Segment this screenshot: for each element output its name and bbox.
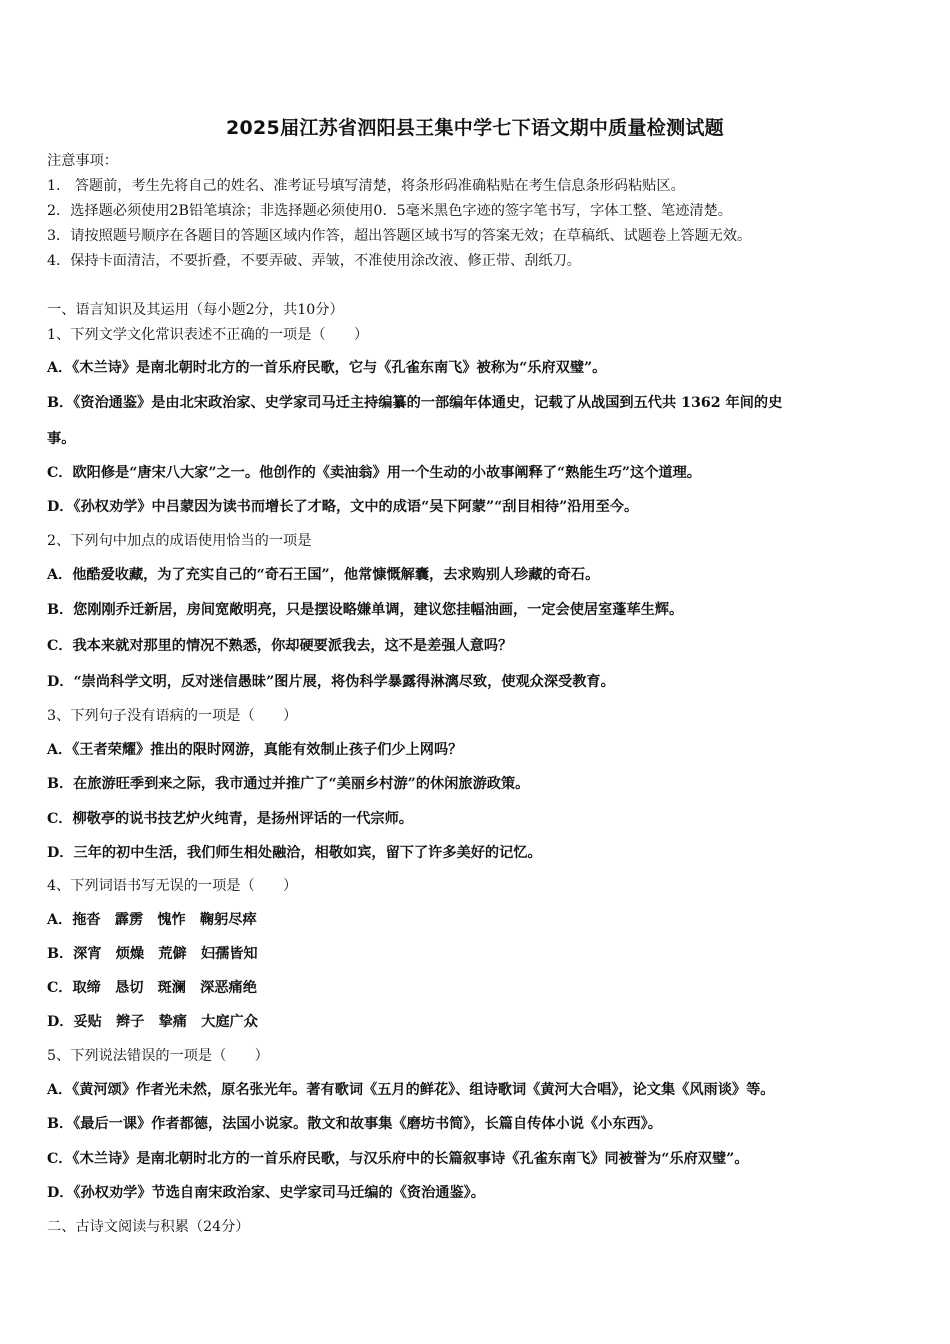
- q2-option-a: A．他酷爱收藏，为了充实自己的“奇石王国”，他常慷慨解囊，去求购别人珍藏的奇石。: [47, 567, 600, 583]
- q3-option-d: D．三年的初中生活，我们师生相处融洽，相敬如宾，留下了许多美好的记忆。: [47, 845, 542, 861]
- q2-option-c: C．我本来就对那里的情况不熟悉，你却硬要派我去，这不是差强人意吗？: [47, 638, 513, 654]
- notice-item-4: 4．保持卡面清洁，不要折叠，不要弄破、弄皱，不准使用涂改液、修正带、刮纸刀。: [47, 253, 581, 269]
- notice-heading: 注意事项：: [47, 153, 118, 169]
- notice-item-3: 3．请按照题号顺序在各题目的答题区域内作答，超出答题区域书写的答案无效；在草稿纸、试题卷上答题无效。: [47, 228, 752, 244]
- section-1-heading: 一、语言知识及其运用（每小题2分，共10分）: [47, 302, 344, 318]
- q5-option-c: C．《木兰诗》是南北朝时北方的一首乐府民歌，与汉乐府中的长篇叙事诗《孔雀东南飞》同被誉为“乐府双璧”。: [47, 1151, 749, 1167]
- q1-option-b: B．《资治通鉴》是由北宋政治家、史学家司马迁主持编纂的一部编年体通史，记载了从战国到五代共 1362 年间的史: [47, 395, 783, 411]
- q3-option-b: B．在旅游旺季到来之际，我市通过并推广了“美丽乡村游”的休闲旅游政策。: [47, 776, 530, 792]
- q3-stem: 3、下列句子没有语病的一项是（ ）: [47, 708, 298, 724]
- q4-option-a: A．拖沓 霹雳 愧怍 鞠躬尽瘁: [47, 912, 257, 928]
- q1-option-c: C．欧阳修是“唐宋八大家”之一。他创作的《卖油翁》用一个生动的小故事阐释了“熟能生巧”这个道理。: [47, 465, 701, 481]
- notice-item-2: 2．选择题必须使用2B铅笔填涂；非选择题必须使用0．5毫米黑色字迹的签字笔书写，字体工整、笔迹清楚。: [47, 203, 732, 219]
- q5-stem: 5、下列说法错误的一项是（ ）: [47, 1048, 269, 1064]
- q4-option-d: D．妥贴 辫子 挚痛 大庭广众: [47, 1014, 258, 1030]
- q4-stem: 4、下列词语书写无误的一项是（ ）: [47, 878, 298, 894]
- q2-stem: 2、下列句中加点的成语使用恰当的一项是: [47, 533, 312, 549]
- q4-option-c: C．取缔 恳切 斑澜 深恶痛绝: [47, 980, 257, 996]
- q5-option-d: D．《孙权劝学》节选自南宋政治家、史学家司马迁编的《资治通鉴》。: [47, 1185, 485, 1201]
- section-2-heading: 二、古诗文阅读与积累（24分）: [47, 1219, 250, 1235]
- q1-option-d: D．《孙权劝学》中吕蒙因为读书而增长了才略，文中的成语“吴下阿蒙”“刮目相待”沿用至今。: [47, 499, 639, 515]
- page-title: 2025届江苏省泗阳县王集中学七下语文期中质量检测试题: [226, 117, 724, 139]
- q1-option-b-cont: 事。: [47, 431, 76, 447]
- q1-option-a: A．《木兰诗》是南北朝时北方的一首乐府民歌，它与《孔雀东南飞》被称为“乐府双璧”。: [47, 360, 607, 376]
- q5-option-b: B．《最后一课》作者都德，法国小说家。散文和故事集《磨坊书简》，长篇自传体小说《小东西》。: [47, 1116, 662, 1132]
- q2-option-d: D．“崇尚科学文明，反对迷信愚昧”图片展，将伪科学暴露得淋漓尽致，使观众深受教育。: [47, 674, 615, 690]
- q1-stem: 1、下列文学文化常识表述不正确的一项是（ ）: [47, 327, 369, 343]
- notice-item-1: 1. 答题前，考生先将自己的姓名、准考证号填写清楚，将条形码准确粘贴在考生信息条形码粘贴区。: [47, 178, 685, 194]
- q3-option-c: C．柳敬亭的说书技艺炉火纯青，是扬州评话的一代宗师。: [47, 811, 413, 827]
- q5-option-a: A．《黄河颂》作者光未然，原名张光年。著有歌词《五月的鲜花》、组诗歌词《黄河大合唱》，论文集《风雨谈》等。: [47, 1082, 775, 1098]
- q3-option-a: A．《王者荣耀》推出的限时网游，真能有效制止孩子们少上网吗？: [47, 742, 463, 758]
- q4-option-b: B．深宵 烦燥 荒僻 妇孺皆知: [47, 946, 258, 962]
- q2-option-b: B．您刚刚乔迁新居，房间宽敞明亮，只是摆设略嫌单调，建议您挂幅油画，一定会使居室蓬荜生辉。: [47, 602, 684, 618]
